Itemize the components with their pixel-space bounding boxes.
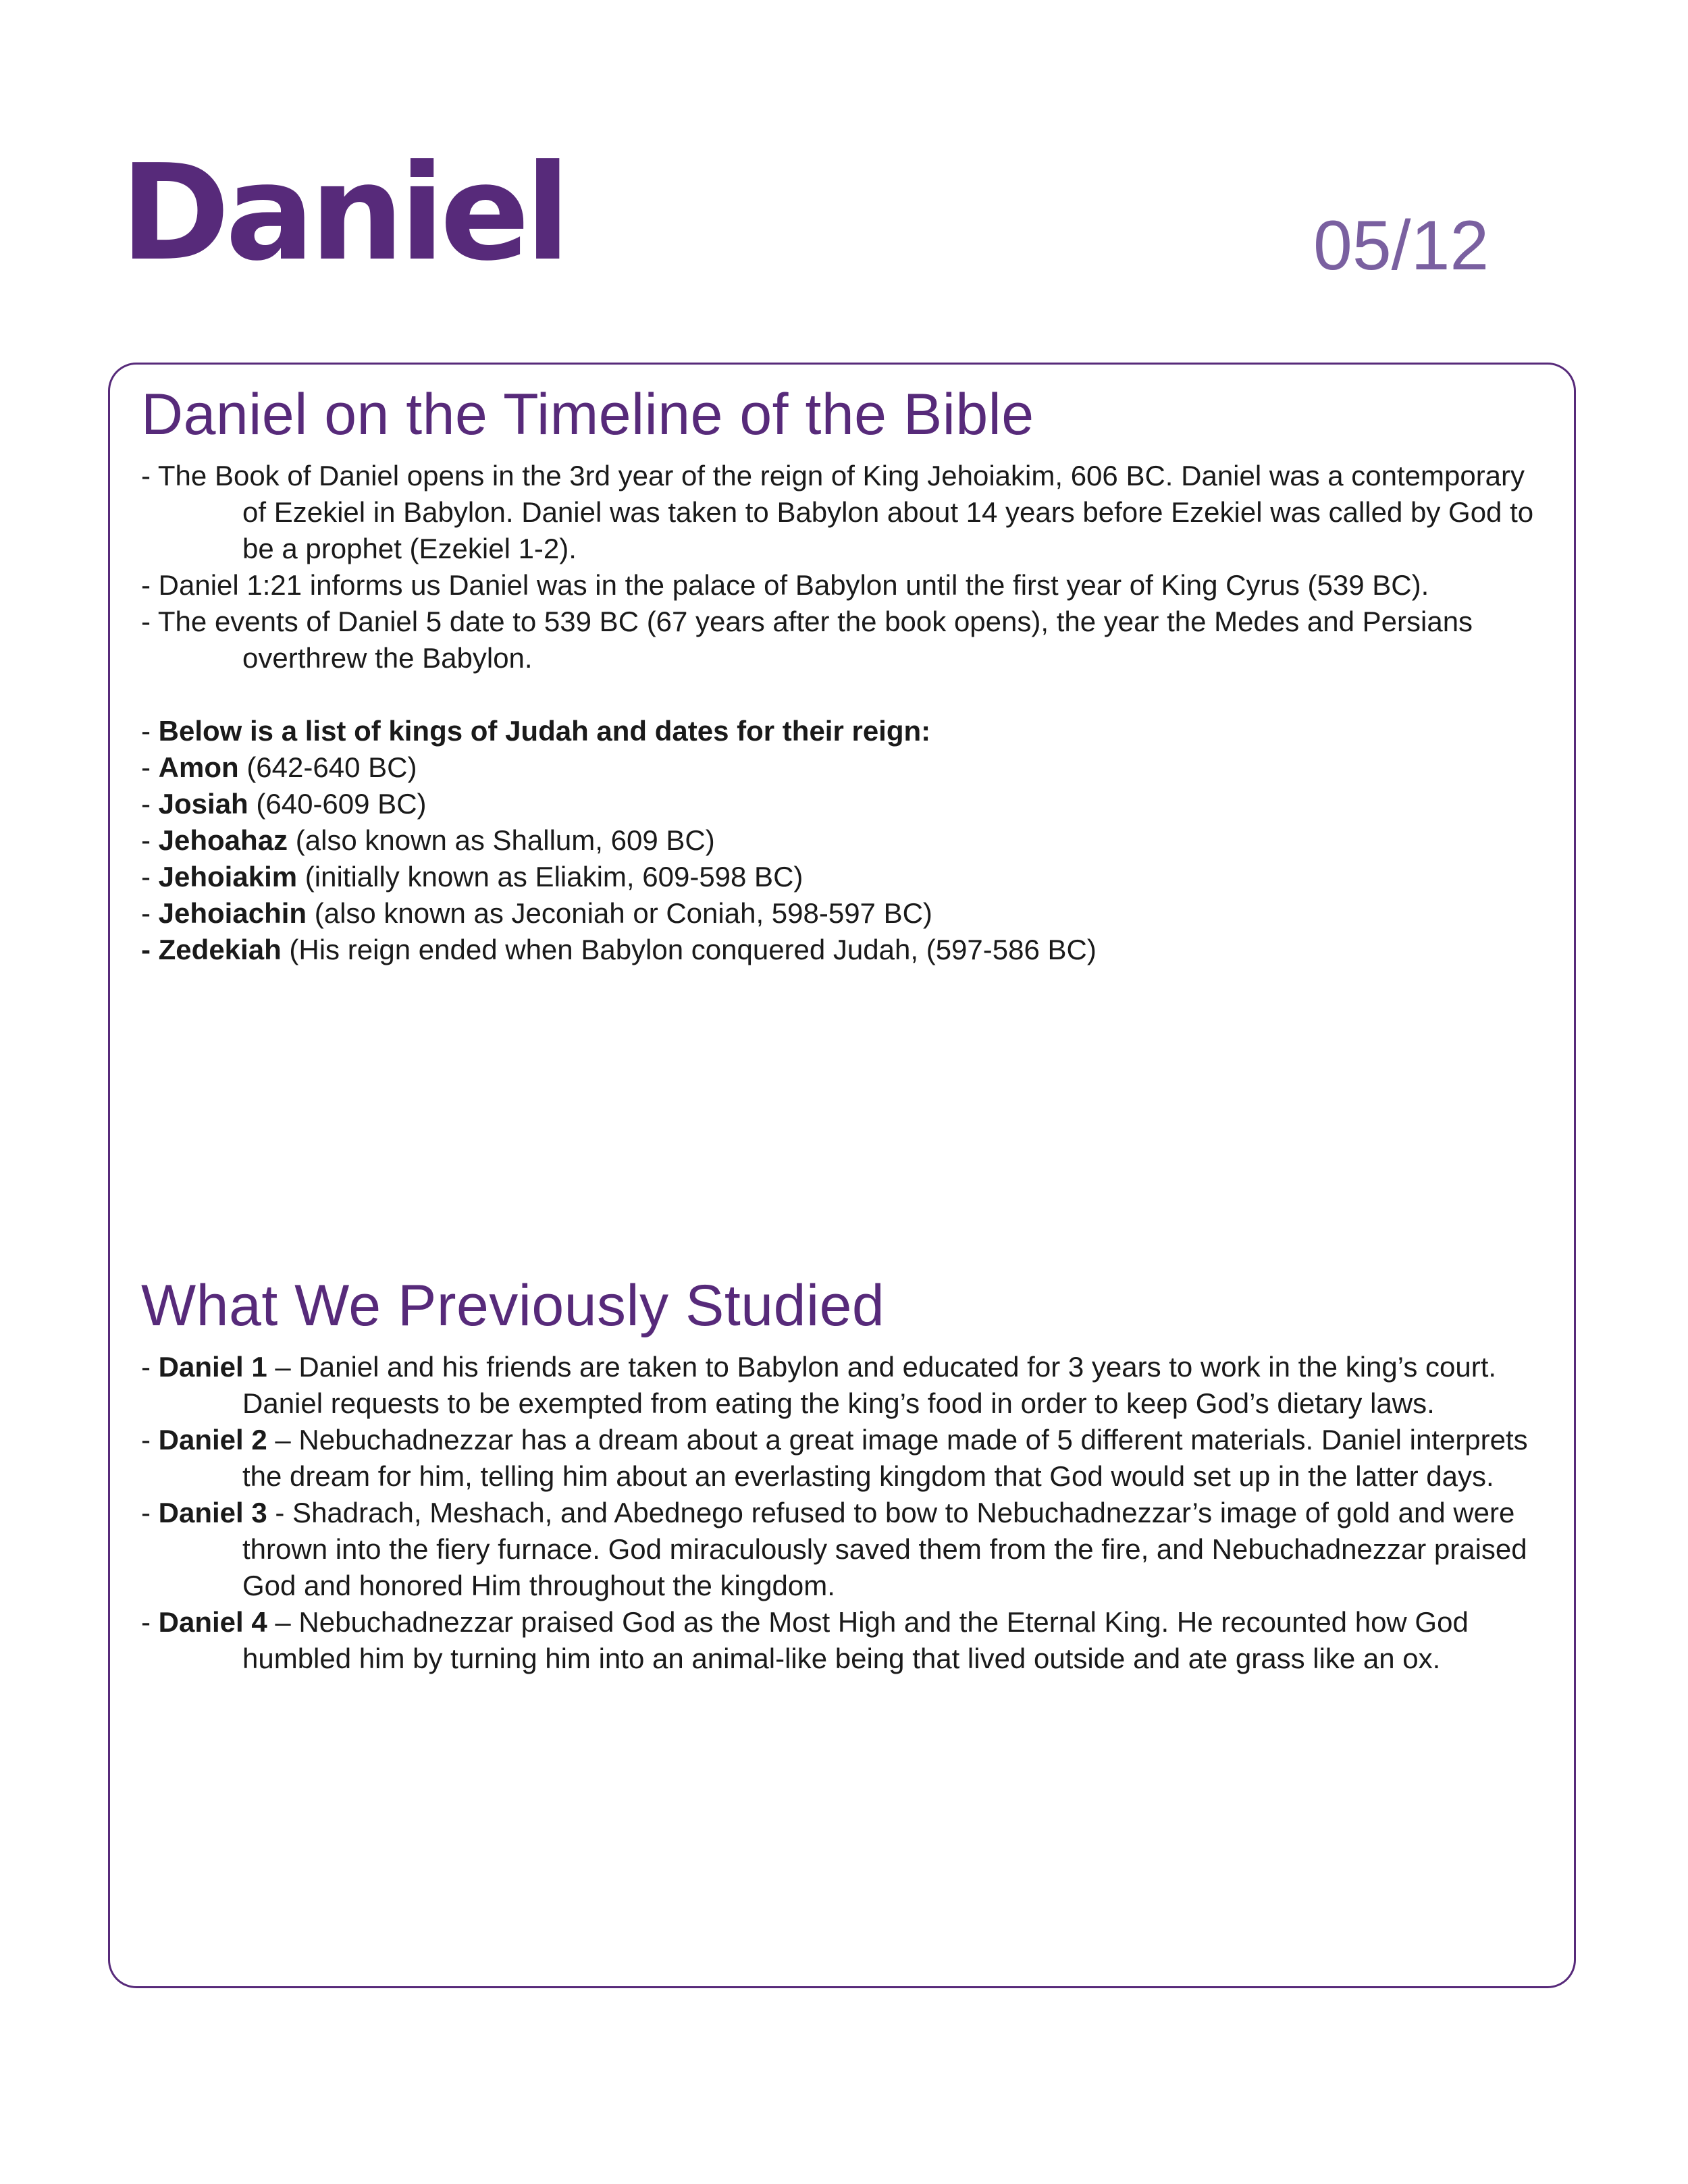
item-prefix: - — [141, 1496, 159, 1528]
kings-heading — [141, 713, 1552, 749]
chapter-label: Daniel 3 — [158, 1496, 267, 1528]
previously-studied-title: What We Previously Studied — [141, 1273, 885, 1338]
king-item — [141, 822, 1552, 859]
list-item — [141, 458, 1552, 567]
king-item — [141, 895, 1552, 932]
timeline-section — [141, 381, 1552, 968]
timeline-section-title: Daniel on the Timeline of the Bible — [141, 382, 1034, 447]
page-number: 05/12 — [1313, 207, 1489, 285]
item-prefix: - — [141, 568, 159, 601]
item-prefix: - — [141, 1350, 159, 1383]
item-prefix: - — [141, 860, 159, 893]
item-prefix: - — [141, 459, 158, 491]
previously-studied-list — [141, 1349, 1552, 1677]
king-item — [141, 749, 1552, 786]
item-prefix: - — [141, 714, 159, 747]
chapter-summary: - Shadrach, Meshach, and Abednego refused to bow to Nebuchadnezzar’s image of gold and were thrown into the fiery furnace. God miraculously saved them from the fire, and Nebuchadnezzar praised God and honored Him throughout the kingdom. — [242, 1496, 1527, 1601]
chapter-label: Daniel 1 — [158, 1350, 267, 1383]
list-spacer — [141, 676, 1552, 713]
king-name: Jehoiakim — [158, 860, 298, 893]
item-lead: Below is a list of kings of Judah and dates for their reign: — [158, 714, 931, 747]
item-prefix: - — [141, 605, 158, 637]
item-prefix: - — [141, 897, 159, 929]
chapter-summary: – Nebuchadnezzar has a dream about a great image made of 5 different materials. Daniel interprets the dream for him, telling him about an everlasting kingdom that God would set up in the latter days. — [242, 1423, 1528, 1492]
list-item — [141, 1604, 1552, 1677]
chapter-summary: – Daniel and his friends are taken to Babylon and educated for 3 years to work in the king’s court. Daniel requests to be exempted from eating the king’s food in order to keep God’s dietary laws. — [242, 1350, 1497, 1419]
item-prefix: - — [141, 1605, 159, 1638]
list-item — [141, 1349, 1552, 1422]
item-prefix: - — [141, 824, 159, 856]
list-item — [141, 1422, 1552, 1495]
item-prefix: - — [141, 1423, 159, 1456]
chapter-label: Daniel 2 — [158, 1423, 267, 1456]
item-prefix: - — [141, 787, 159, 820]
king-details: (also known as Jeconiah or Coniah, 598-597 BC) — [307, 897, 932, 929]
item-prefix: - — [141, 751, 159, 783]
king-details: (640-609 BC) — [248, 787, 427, 820]
king-details: (His reign ended when Babylon conquered Judah, (597-586 BC) — [281, 933, 1097, 965]
list-item — [141, 567, 1552, 604]
king-name: Jehoiachin — [158, 897, 307, 929]
king-details: (initially known as Eliakim, 609-598 BC) — [297, 860, 803, 893]
king-name: Amon — [158, 751, 239, 783]
king-item — [141, 859, 1552, 895]
chapter-label: Daniel 4 — [158, 1605, 267, 1638]
previously-studied-section — [141, 1273, 1552, 1677]
king-item — [141, 932, 1552, 968]
item-text: Daniel 1:21 informs us Daniel was in the palace of Babylon until the first year of King Cyrus (539 BC). — [158, 568, 1429, 601]
king-name: Josiah — [158, 787, 248, 820]
king-details: (642-640 BC) — [238, 751, 417, 783]
list-item — [141, 1495, 1552, 1604]
page-title: Daniel — [120, 136, 566, 290]
item-text: The events of Daniel 5 date to 539 BC (67 years after the book opens), the year the Medes and Persians overthrew the Babylon. — [157, 605, 1473, 674]
king-details: (also known as Shallum, 609 BC) — [288, 824, 715, 856]
king-name: Jehoahaz — [158, 824, 288, 856]
timeline-list — [141, 458, 1552, 968]
item-text: The Book of Daniel opens in the 3rd year of the reign of King Jehoiakim, 606 BC. Daniel was a contemporary of Ezekiel in Babylon. Daniel was taken to Babylon about 14 years before Ezekiel was called by God to be a prophet (Ezekiel 1-2). — [157, 459, 1534, 564]
content-box — [108, 363, 1576, 1988]
king-item — [141, 786, 1552, 822]
king-name: - Zedekiah — [141, 933, 282, 965]
chapter-summary: – Nebuchadnezzar praised God as the Most High and the Eternal King. He recounted how God humbled him by turning him into an animal-like being that lived outside and ate grass like an ox. — [242, 1605, 1469, 1674]
list-item — [141, 604, 1552, 676]
